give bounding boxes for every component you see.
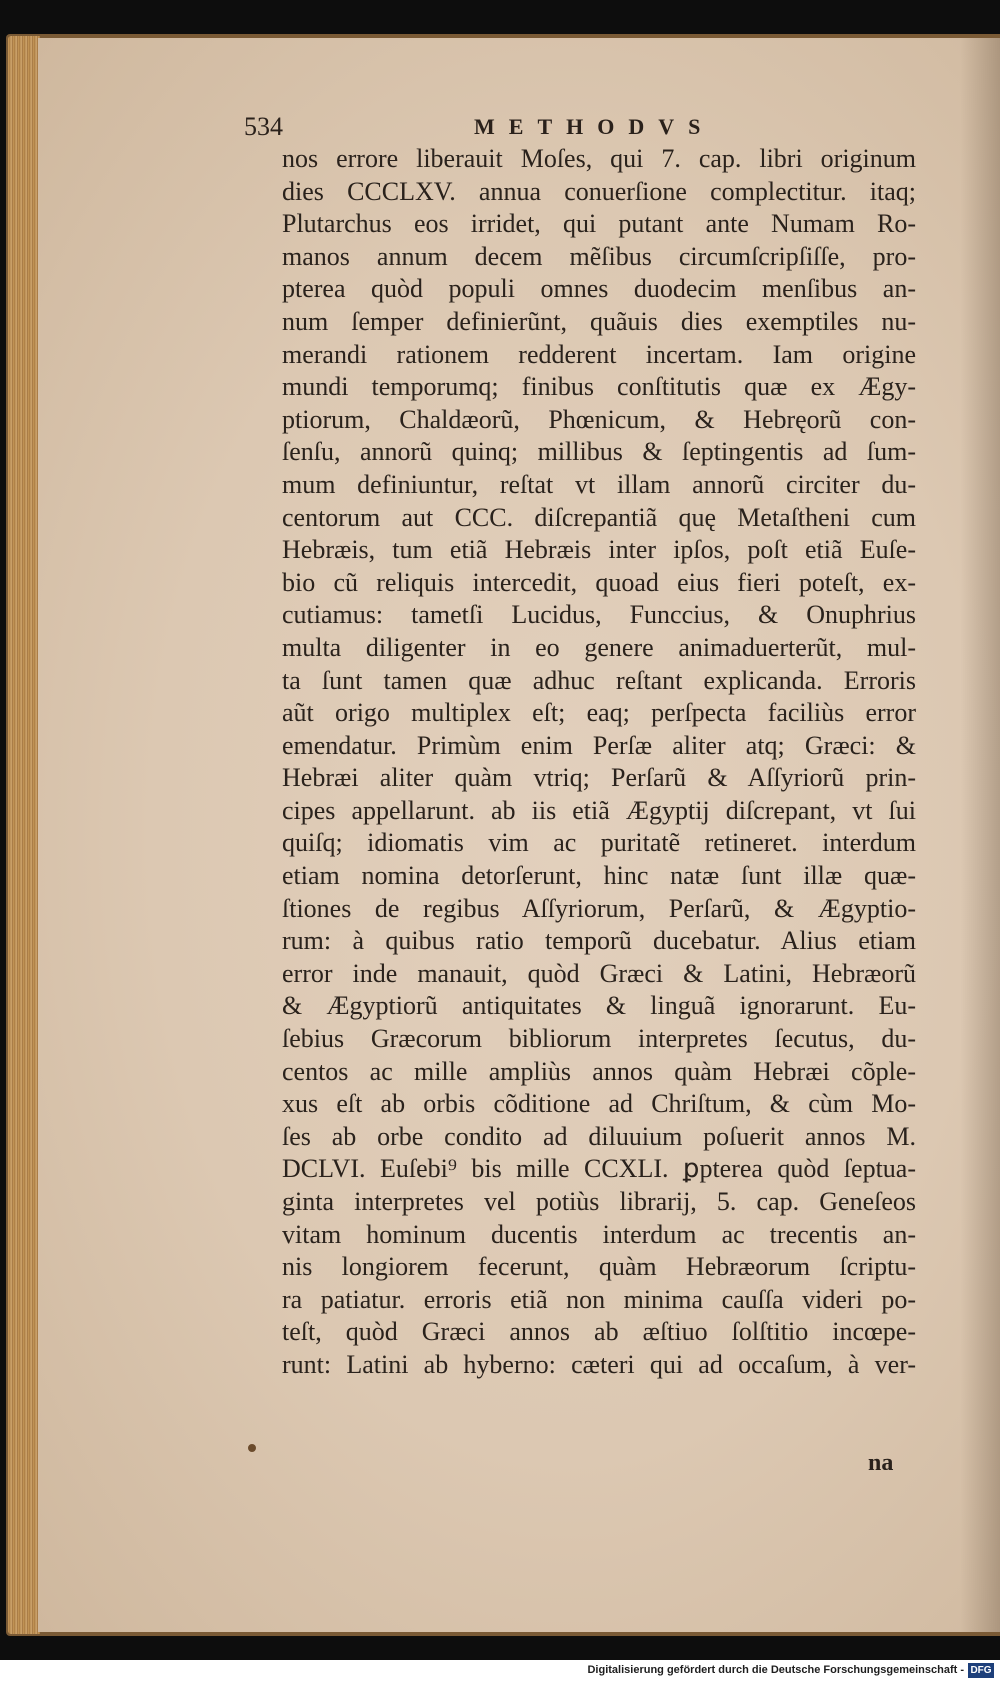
text-line: xus eſt ab orbis cõditione ad Chriſtum, & cùm Mo- [282,1089,916,1119]
running-title: METHODVS [474,114,715,139]
text-line: ra patiatur. erroris etiã non minima cauſſa videri po- [282,1284,916,1314]
dfg-logo: DFG [968,1663,994,1678]
text-line: centorum aut CCC. diſcrepantiã quę Metaſtheni cum [282,502,916,532]
ink-spot [248,1444,256,1452]
text-line: vitam hominum ducentis interdum ac trecentis an- [282,1219,916,1249]
page-edges [8,36,40,1634]
body-text [282,143,916,1382]
text-line: bio cũ reliquis intercedit, quoad eius fieri poteſt, ex- [282,567,916,597]
catchword: na [868,1450,894,1476]
text-line: mum definiuntur, reſtat vt illam annorũ circiter du- [282,469,916,499]
text-line: rum: à quibus ratio temporũ ducebatur. Alius etiam [282,926,916,956]
page-number: 534 [244,112,283,141]
page-gutter-shadow [960,38,1000,1632]
text-line: ſenſu, annorũ quinq; millibus & ſeptingentis ad ſum- [282,437,916,467]
text-line: aũt origo multiplex eſt; eaq; perſpecta faciliùs error [282,698,916,728]
running-head [244,112,934,144]
text-line: emendatur. Primùm enim Perſæ aliter atq; Græci: & [282,730,916,760]
text-line: ginta interpretes vel potiùs librarij, 5. cap. Geneſeos [282,1187,916,1216]
text-line: cipes appellarunt. ab iis etiã Ægyptij diſcrepant, vt ſui [282,795,916,825]
text-line: pterea quòd populi omnes duodecim menſibus an- [282,274,916,304]
text-line: ſtiones de regibus Aſſyriorum, Perſarũ, & Ægyptio- [282,893,916,923]
text-line: teſt, quòd Græci annos ab æſtiuo ſolſtitio incœpe- [282,1317,916,1347]
text-line: ptiorum, Chaldæorũ, Phœnicum, & Hebręorũ con- [282,404,916,434]
text-line: Plutarchus eos irridet, qui putant ante Numam Ro- [282,209,916,239]
text-line: ta ſunt tamen quæ adhuc reſtant explicanda. Erroris [282,665,916,695]
footer-bar [0,1660,1000,1685]
text-line: multa diligenter in eo genere animaduerterũt, mul- [282,632,916,662]
text-line: etiam nomina detorſerunt, hinc natæ ſunt illæ quæ- [282,861,916,891]
text-line: & Ægyptiorũ antiquitates & linguã ignorarunt. Eu- [282,991,916,1021]
text-line: Hebræis, tum etiã Hebræis inter ipſos, poſt etiã Euſe- [282,535,916,565]
text-line: runt: Latini ab hyberno: cæteri qui ad occaſum, à ver- [282,1349,916,1379]
text-line: merandi rationem redderent incertam. Iam origine [282,339,916,369]
text-line: manos annum decem mẽſibus circumſcripſiſſe, pro- [282,241,916,271]
text-line: Hebræi aliter quàm vtriq; Perſarũ & Aſſyriorũ prin- [282,763,916,793]
text-line: dies CCCLXV. annua conuerſione complectitur. itaq; [282,176,916,206]
text-line: ſebius Græcorum bibliorum interpretes ſecutus, du- [282,1024,916,1054]
text-line: mundi temporumq; finibus conſtitutis quæ ex Ægy- [282,372,916,402]
text-line: centos ac mille ampliùs annos quàm Hebræi cõple- [282,1056,916,1086]
text-line: cutiamus: tametſi Lucidus, Funccius, & Onuphrius [282,600,916,630]
funding-credit: Digitalisierung gefördert durch die Deutsche Forschungsgemeinschaft - [587,1664,964,1676]
text-line: num ſemper definierũnt, quãuis dies exemptiles nu- [282,306,916,336]
text-line: nis longiorem fecerunt, quàm Hebræorum ſcriptu- [282,1252,916,1282]
text-line: error inde manauit, quòd Græci & Latini, Hebræorũ [282,958,916,988]
text-line: nos errore liberauit Moſes, qui 7. cap. libri originum [282,144,916,173]
text-line: ſes ab orbe condito ad diluuium poſuerit annos M. [282,1121,916,1151]
text-line: DCLVI. Euſebi⁹ bis mille CCXLI. ꝑpterea quòd ſeptua- [282,1154,916,1184]
text-line: quiſq; idiomatis vim ac puritatẽ retineret. interdum [282,828,916,858]
